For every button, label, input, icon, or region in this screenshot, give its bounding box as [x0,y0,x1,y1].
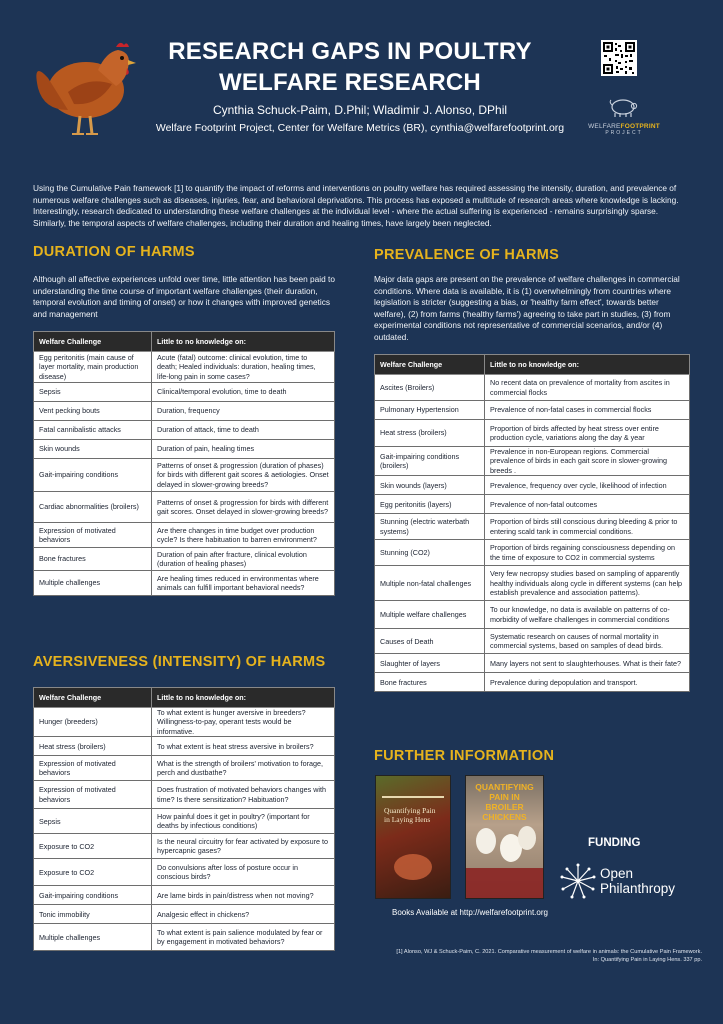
welfare-challenge-cell: Multiple welfare challenges [375,601,485,629]
knowledge-gap-cell: Patterns of onset & progression for birds with different gait scores. Onset delayed in slower-growing breeds? [152,492,335,523]
table-row [375,375,690,401]
welfare-challenge-cell: Hunger (breeders) [34,708,152,737]
knowledge-gap-cell: How painful does it get in poultry? (important for deaths by infectious conditions) [152,809,335,834]
books-caption: Books Available at http://welfarefootprint.org [392,908,548,917]
welfare-challenge-cell: Expression of motivated behaviors [34,781,152,809]
footnote-line-1: [1] Alonso, WJ & Schuck-Paim, C. 2021. Comparative measurement of welfare in animals: the Cumulative Pain Framework. [396,949,702,955]
footnote [372,949,702,965]
welfare-challenge-cell: Slaughter of layers [375,654,485,673]
affiliation: Welfare Footprint Project, Center for Welfare Metrics (BR), cynthia@welfarefootprint.org [155,122,565,134]
knowledge-gap-cell: To our knowledge, no data is available on patterns of co-morbidity of welfare challenges in commercial conditions [485,601,690,629]
welfare-challenge-cell: Skin wounds (layers) [375,476,485,495]
knowledge-gap-cell: Duration of pain, healing times [152,440,335,459]
welfare-footprint-logo [584,96,664,140]
header-knowledge-gap: Little to no knowledge on: [152,332,335,352]
title-line-1: RESEARCH GAPS IN POULTRY [168,38,532,65]
book1-title: Quantifying Pain in Laying Hens [384,806,436,824]
knowledge-gap-cell: Many layers not sent to slaughterhouses. What is their fate? [485,654,690,673]
knowledge-gap-cell: Analgesic effect in chickens? [152,905,335,924]
welfare-challenge-cell: Exposure to CO2 [34,834,152,859]
welfare-challenge-cell: Egg peritonitis (main cause of layer mortality, main production disease) [34,352,152,383]
funder-line-1: Open [600,866,634,881]
prevalence-text: Major data gaps are present on the prevalence of welfare challenges in commercial conditions. Where data is available, it is (1) overwhelmingly from countries where legislation is stricter (suggesting a bias, or 'healthy farm effect', towards better welfare), (2) from farms ('healthy farms') agreeing to take part in studies, (3) from experimental conditions not representative of commercial scenarios, and/or (4) outdated. [374,274,680,342]
poster-title [150,36,550,98]
aversiveness-table [33,687,335,951]
welfare-challenge-cell: Gait-impairing conditions [34,886,152,905]
table-row [34,756,335,781]
knowledge-gap-cell: Is the neural circuitry for fear activated by exposure to hypercapnic gases? [152,834,335,859]
knowledge-gap-cell: Duration of attack, time to death [152,421,335,440]
table-header-row [375,355,690,375]
table-row [375,601,690,629]
aversiveness-title: AVERSIVENESS (INTENSITY) OF HARMS [33,654,326,670]
funding-label: FUNDING [588,837,641,849]
table-row [34,905,335,924]
qr-code[interactable] [601,40,637,76]
table-row [375,514,690,540]
header-knowledge-gap: Little to no knowledge on: [152,688,335,708]
welfare-challenge-cell: Causes of Death [375,629,485,654]
welfare-challenge-cell: Egg peritonitis (layers) [375,495,485,514]
welfare-challenge-cell: Expression of motivated behaviors [34,523,152,548]
open-philanthropy-logo-text [600,866,675,896]
welfare-challenge-cell: Stunning (CO2) [375,540,485,566]
knowledge-gap-cell: Prevalence during depopulation and transport. [485,673,690,692]
prevalence-title: PREVALENCE OF HARMS [374,247,560,263]
knowledge-gap-cell: Prevalence of non-fatal cases in commercial flocks [485,401,690,420]
knowledge-gap-cell: Very few necropsy studies based on sampling of apparently healthy individuals along cycle in different systems (can help establish prevalence and association patterns). [485,566,690,601]
knowledge-gap-cell: Are there changes in time budget over production cycle? Is there habituation to barren environment? [152,523,335,548]
welfare-challenge-cell: Tonic immobility [34,905,152,924]
table-row [375,566,690,601]
footnote-line-2: In: Quantifying Pain in Laying Hens. 337 pp. [592,956,702,963]
intro-paragraph: Using the Cumulative Pain framework [1] to quantify the impact of reforms and interventions on poultry welfare has required assessing the intensity, duration, and prevalence of numerous welfare challenges such as diseases, injuries, fear, and behavioral deprivations. This process has exposed a multitude of research areas where knowledge is lacking. Interestingly, research dedicated to understanding these welfare challenges at the individual level - where the actual suffering is experienced - remains surprisingly sparse. Similarly, the temporal aspects of welfare challenges, including their duration and healing times, have largely been neglected. [33,183,679,228]
knowledge-gap-cell: Proportion of birds affected by heat stress over entire production cycle, variations along the day & year [485,420,690,447]
welfare-challenge-cell: Sepsis [34,383,152,402]
header-welfare-challenge: Welfare Challenge [375,355,485,375]
knowledge-gap-cell: Prevalence of non-fatal outcomes [485,495,690,514]
table-row [375,654,690,673]
table-row [375,629,690,654]
table-row [34,383,335,402]
hen-illustration [28,30,140,142]
welfare-challenge-cell: Skin wounds [34,440,152,459]
table-row [34,571,335,596]
table-row [34,886,335,905]
welfare-challenge-cell: Bone fractures [34,548,152,571]
duration-text: Although all affective experiences unfold over time, little attention has been paid to understanding the time course of important welfare challenges (their duration, temporal evolution and timing of onset) or how it changes with improved genetics and management [33,274,335,319]
knowledge-gap-cell: Acute (fatal) outcome: clinical evolution, time to death; Healed individuals: duration, healing times, life-long pain in some cases? [152,352,335,383]
table-row [375,447,690,476]
table-header-row [34,688,335,708]
welfare-challenge-cell: Gait-impairing conditions (broilers) [375,447,485,476]
welfare-challenge-cell: Multiple challenges [34,924,152,951]
table-row [34,440,335,459]
welfare-challenge-cell: Ascites (Broilers) [375,375,485,401]
logo-word-b: FOOTPRINT [620,123,660,130]
table-row [34,548,335,571]
knowledge-gap-cell: Patterns of onset & progression (duration of phases) for birds with different gait scores & aetiologies. Onset delayed in slower-growing breeds? [152,459,335,492]
welfare-challenge-cell: Exposure to CO2 [34,859,152,886]
title-line-2: WELFARE RESEARCH [219,69,481,96]
welfare-challenge-cell: Stunning (electric waterbath systems) [375,514,485,540]
further-information-title: FURTHER INFORMATION [374,748,555,764]
table-row [34,523,335,548]
prevalence-table [374,354,690,692]
table-row [34,924,335,951]
table-row [34,402,335,421]
table-row [34,459,335,492]
duration-title: DURATION OF HARMS [33,244,195,260]
welfare-challenge-cell: Bone fractures [375,673,485,692]
welfare-challenge-cell: Cardiac abnormalities (broilers) [34,492,152,523]
knowledge-gap-cell: Are lame birds in pain/distress when not moving? [152,886,335,905]
table-row [375,401,690,420]
knowledge-gap-cell: Clinical/temporal evolution, time to death [152,383,335,402]
logo-word-a: WELFARE [588,123,621,130]
welfare-challenge-cell: Fatal cannibalistic attacks [34,421,152,440]
knowledge-gap-cell: What is the strength of broilers' motivation to forage, perch and dustbathe? [152,756,335,781]
table-row [34,834,335,859]
welfare-challenge-cell: Multiple challenges [34,571,152,596]
table-row [375,476,690,495]
knowledge-gap-cell: Prevalence in non-European regions. Commercial prevalence of birds in each gait score in slower-growing breeds . [485,447,690,476]
knowledge-gap-cell: Systematic research on causes of normal mortality in commercial systems, based on samples of dead birds. [485,629,690,654]
knowledge-gap-cell: Prevalence, frequency over cycle, likelihood of infection [485,476,690,495]
funder-line-2: Philanthropy [600,881,676,896]
table-row [375,420,690,447]
welfare-challenge-cell: Heat stress (broilers) [34,737,152,756]
table-row [34,737,335,756]
table-header-row [34,332,335,352]
table-row [34,781,335,809]
header-welfare-challenge: Welfare Challenge [34,688,152,708]
pig-icon [609,96,639,118]
knowledge-gap-cell: Proportion of birds regaining consciousness depending on the time of exposure to CO2 in commercial systems [485,540,690,566]
book-cover-broiler-chickens[interactable] [465,775,544,899]
knowledge-gap-cell: Duration of pain after fracture, clinical evolution (duration of healing phases) [152,548,335,571]
table-row [375,540,690,566]
table-row [34,859,335,886]
table-row [375,673,690,692]
table-row [34,708,335,737]
table-row [34,421,335,440]
welfare-challenge-cell: Vent pecking bouts [34,402,152,421]
logo-subtitle: PROJECT [605,130,643,136]
book2-title: QUANTIFYING PAIN IN BROILER CHICKENS [475,782,534,822]
welfare-challenge-cell: Gait-impairing conditions [34,459,152,492]
knowledge-gap-cell: Duration, frequency [152,402,335,421]
welfare-challenge-cell: Sepsis [34,809,152,834]
welfare-challenge-cell: Expression of motivated behaviors [34,756,152,781]
welfare-challenge-cell: Multiple non-fatal challenges [375,566,485,601]
welfare-challenge-cell: Pulmonary Hypertension [375,401,485,420]
header-knowledge-gap: Little to no knowledge on: [485,355,690,375]
knowledge-gap-cell: Are healing times reduced in environmentas where animals can fulfill important behavioral needs? [152,571,335,596]
open-philanthropy-starburst-icon [560,863,596,899]
knowledge-gap-cell: To what extent is pain salience modulated by fear or by engagement in motivated behaviors? [152,924,335,951]
header-welfare-challenge: Welfare Challenge [34,332,152,352]
table-row [34,492,335,523]
knowledge-gap-cell: No recent data on prevalence of mortality from ascites in commercial flocks [485,375,690,401]
book-cover-laying-hens[interactable] [375,775,451,899]
knowledge-gap-cell: Proportion of birds still conscious during bleeding & prior to entering scald tank in commercial conditions. [485,514,690,540]
table-row [375,495,690,514]
welfare-challenge-cell: Heat stress (broilers) [375,420,485,447]
knowledge-gap-cell: Do convulsions after loss of posture occur in conscious birds? [152,859,335,886]
knowledge-gap-cell: To what extent is hunger aversive in breeders? Willingness-to-pay, operant tests would be informative. [152,708,335,737]
table-row [34,809,335,834]
duration-table [33,331,335,596]
knowledge-gap-cell: Does frustration of motivated behaviors changes with time? Is there sensitization? Habituation? [152,781,335,809]
authors: Cynthia Schuck-Paim, D.Phil; Wladimir J. Alonso, DPhil [212,103,508,117]
table-row [34,352,335,383]
knowledge-gap-cell: To what extent is heat stress aversive in broilers? [152,737,335,756]
logo-wordmark [584,123,664,130]
